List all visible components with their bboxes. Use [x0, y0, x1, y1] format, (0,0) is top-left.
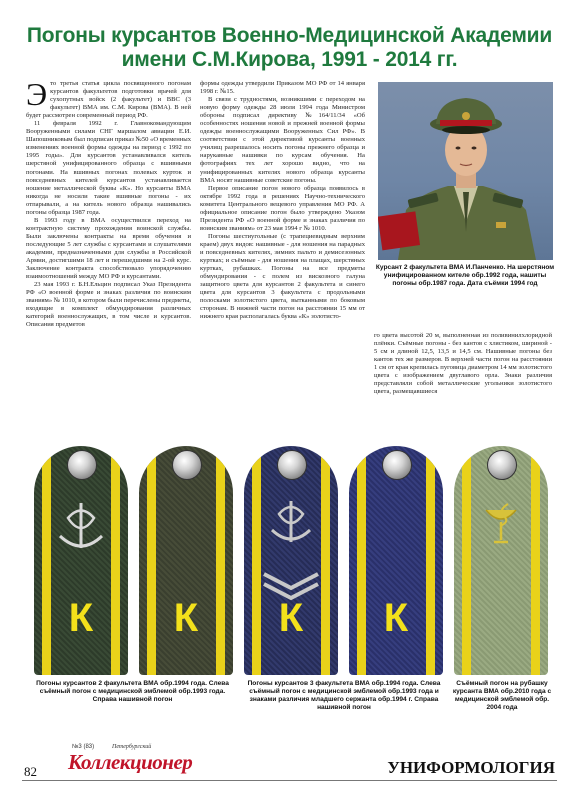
section-title: УНИФОРМОЛОГИЯ: [387, 758, 555, 777]
bowl-snake-icon: [454, 500, 548, 550]
strap-button: [172, 450, 202, 480]
portrait-illustration: [378, 82, 553, 260]
paragraph: В 1993 году в ВМА осуществился переход на контрактную систему прохождения воинской службы. Были заключены контракты на время обучения и последующие 5 лет службы с курсантами и слушателями академии, предназначенными для службы в Российской Армии, достигшими 18 лет и перешедшими на 2-ой курс. Заключение контракта способствовало упорядочению взаимоотношений между МО РФ и курсантами.: [26, 216, 191, 281]
article-title: [0, 24, 579, 72]
straps-caption-2: Погоны курсантов 3 факультета ВМА обр.1994 года. Слева съёмный погон с медицинской эмблемой обр.1993 года и знаками различия младшего сержанта обр.1994 г. Справа нашивной погон: [247, 680, 441, 711]
paragraph: В связи с трудностями, возникшими с переходом на новую форму одежды 28 июля 1994 года Министром обороны подписал директиву №164/11/34 «Об особенностях ношения новой и прежней военной формы одежды военнослужащими Вооруженных Сил РФ». В соответствии с этой директивой курсанты военных училищ разрешалось носить погоны прежнего образца и нарукавные нашивки по курсам обучения. На фотографиях тех лет хорошо видно, что на унифицированных кителях нового образца курсанты ВМА носят нашивные советские погоны.: [200, 96, 365, 184]
medical-emblem: [34, 498, 128, 558]
shoulder-strap-5: [454, 446, 548, 675]
portrait-photo: [378, 82, 553, 260]
title-line-2: имени С.М.Кирова, 1991 - 2014 гг.: [121, 48, 458, 71]
paragraph: Первое описание погон нового образца появилось в октябре 1992 года в решениях Научно-технического комитета Центрального вещевого управления МО РФ. А официальное описание погон было утверждено Указом Президента РФ «О военной форме и знаках различия по воинским званиям» от 23 мая 1994 г № 1010.: [200, 184, 365, 232]
column-3: [374, 332, 552, 396]
dropcap: Э: [26, 76, 48, 112]
magazine-logo: Коллекционер: [68, 750, 193, 774]
strap-letter: К: [68, 596, 94, 640]
shoulder-strap-4: [349, 446, 443, 675]
strap-button: [67, 450, 97, 480]
strap-letter: К: [173, 596, 199, 640]
paragraph: [26, 76, 191, 120]
column-2: [200, 80, 365, 321]
magazine-issue: №3 (83): [72, 744, 95, 750]
shoulder-strap-2: [139, 446, 233, 675]
strap-button: [382, 450, 412, 480]
shoulder-strap-3: [244, 446, 338, 675]
straps-caption-3: Съёмный погон на рубашку курсанта ВМА обр.2010 года с медицинской эмблемой обр. 2004 года: [452, 680, 552, 711]
straps-caption-1: Погоны курсантов 2 факультета ВМА обр.1994 года. Слева съёмный погон с медицинской эмблемой обр.1993 года. Справа нашивной погон: [36, 680, 229, 703]
strap-letter: К: [383, 596, 409, 640]
medical-emblem: [244, 496, 338, 556]
footer-divider: [22, 780, 557, 781]
strap-letter: К: [278, 596, 304, 640]
photo-caption: Курсант 2 факультета ВМА И.Панченко. На шерстяном унифицированном кителе обр.1992 года, нашиты погоны обр.1987 года. Дата съёмки 1994 год: [375, 264, 555, 287]
paragraph-text: то третья статья цикла посвященного погонам курсантов факультетов подготовки врачей для сухопутных войск (2 факультет) и ВВС (3 факультет) ВМА им. С.М. Кирова (ВМА). В ней будет рассмотрен современный период РФ.: [26, 80, 191, 120]
paragraph: формы одежды утвердили Приказом МО РФ от 14 января 1998 г. №15.: [200, 80, 365, 96]
shoulder-strap-1: [34, 446, 128, 675]
strap-button: [487, 450, 517, 480]
paragraph: 11 февраля 1992 г. Главнокомандующим Вооруженными силами СНГ маршалом авиации Е.И. Шапошниковым был подписан приказ №50 «О временных изменениях военной формы одежды на период с 1992 по 1995 годы». Для курсантов устанавливался китель шерстяной унифицированного образца с вшивными погонами. На вшивных погонах полевых курток и повседневных кителей курсантов устанавливается ношение металлической буквы «К». Но курсанты ВМА никогда не носили такие вшивные погоны - их отпарывали, а на китель нового образца нашивались погоны образца 1987 года.: [26, 120, 191, 216]
strap-button: [277, 450, 307, 480]
paragraph: 23 мая 1993 г. Б.Н.Ельцин подписал Указ Президента РФ «О военной форме и знаках различия по воинским званиям» № 1010, в котором были перечислены предметы, входящие в комплект обмундирования различных категорий военнослужащих, в том числе и курсантов. Описания предметов: [26, 281, 191, 329]
paragraph: Погоны шестиугольные (с трапециевидным верхним краем) двух видов: нашивные - для ношения на парадных и повседневных кителях, зимних пальто и демисезонных куртках; и съёмные - для ношения на плащах, шерстяных куртках, рубашках. Погоны на все предметы обмундирования - с полем из вискозного галуна защитного цвета для курсантов 2 факультета и синего цвета для курсантов 3 факультета с продольными полосками золотистого цвета, вытканными по боковым сторонам. В нижней части погон на расстоянии 15 мм от нижнего края располагалась буква «К» золотисто-: [200, 232, 365, 321]
magazine-city: Петербургский: [112, 744, 152, 750]
page-number: 82: [24, 764, 37, 779]
title-line-1: Погоны курсантов Военно-Медицинской Академии: [26, 24, 553, 47]
paragraph: го цвета высотой 20 м, выполненная из поливинилхлоридной плёнки. Съёмные погоны - без кантов с хлястиком, шириной - 5 см и длиной 12,5, 13,5 и 14,5 см. Нашивные погоны без кантов тех же размеров. В верхней части погон на расстоянии 1 см от края крепилась пуговица диаметром 14 мм золотистого цвета с изображением двуглавого орла. Знаки различия представляли собой металлические угольники золотистого цвета, размещавшиеся: [374, 332, 552, 396]
column-1: [26, 76, 191, 329]
strap-stripes: [454, 446, 548, 675]
